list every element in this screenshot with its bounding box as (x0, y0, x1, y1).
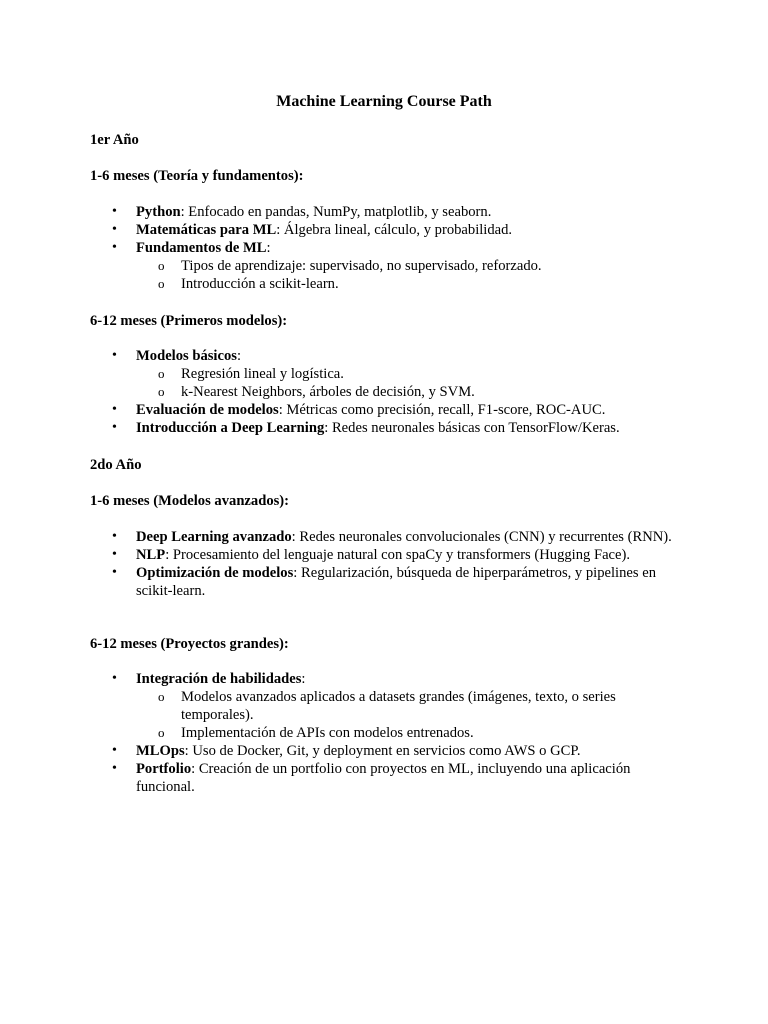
bullet-marker: • (112, 671, 117, 686)
list-item (90, 419, 690, 437)
item-term: Integración de habilidades (136, 671, 302, 687)
item-term: Evaluación de modelos (136, 402, 279, 418)
sub-bullet-marker: o (158, 689, 165, 704)
bullet-marker: • (112, 240, 117, 255)
sub-item-text: Modelos avanzados aplicados a datasets grandes (imágenes, texto, o series temporales). (181, 689, 616, 723)
item-description: : Redes neuronales básicas con TensorFlow/Keras. (324, 420, 620, 436)
item-description: : (236, 348, 242, 364)
year2-section2-heading: 6-12 meses (Proyectos grandes): (90, 636, 289, 652)
sub-list-item (136, 257, 690, 275)
bullet-marker: • (112, 565, 117, 580)
item-term: MLOps (136, 743, 185, 759)
sub-list-item (136, 383, 690, 401)
sub-list-item (136, 365, 690, 383)
list-item (90, 203, 690, 221)
list-item (90, 546, 690, 564)
item-description: : (266, 240, 271, 256)
list-item (90, 239, 690, 293)
year2-heading: 2do Año (90, 457, 142, 473)
bullet-marker: • (112, 761, 117, 776)
item-description: : Álgebra lineal, cálculo, y probabilidad. (276, 222, 513, 238)
item-term: Deep Learning avanzado (136, 529, 292, 545)
sub-list-item (136, 275, 690, 293)
sub-list-item (136, 688, 690, 724)
sub-list-item (136, 724, 690, 742)
item-term: Matemáticas para ML (136, 222, 277, 238)
item-term: Optimización de modelos (136, 565, 294, 581)
item-description: : Procesamiento del lenguaje natural con spaCy y transformers (Hugging Face). (165, 547, 631, 563)
item-term: Fundamentos de ML (136, 240, 267, 256)
list-item (90, 670, 690, 742)
bullet-marker: • (112, 222, 117, 237)
item-term: NLP (136, 547, 166, 563)
item-description: : Redes neuronales convolucionales (CNN) y recurrentes (RNN). (291, 529, 672, 545)
sub-bullet-marker: o (158, 366, 165, 381)
year1-section1-list (90, 203, 690, 293)
year1-section2-list (90, 347, 690, 437)
item-term: Python (136, 204, 181, 220)
sub-item-text: Implementación de APIs con modelos entrenados. (181, 725, 474, 741)
year2-section1-heading: 1-6 meses (Modelos avanzados): (90, 493, 290, 509)
list-item (90, 221, 690, 239)
bullet-marker: • (112, 204, 117, 219)
list-item (90, 528, 690, 546)
year2-section1-list (90, 528, 690, 600)
list-item (90, 760, 690, 796)
year1-section2-heading: 6-12 meses (Primeros modelos): (90, 313, 288, 329)
sub-bullet-marker: o (158, 725, 165, 740)
sub-item-text: Introducción a scikit-learn. (181, 276, 339, 292)
item-term: Portfolio (136, 761, 192, 777)
bullet-marker: • (112, 348, 117, 363)
sub-list (136, 365, 690, 401)
year2-section2-list (90, 670, 690, 796)
item-description: : (301, 671, 306, 687)
list-item (90, 564, 690, 600)
list-item (90, 401, 690, 419)
bullet-marker: • (112, 420, 117, 435)
bullet-marker: • (112, 529, 117, 544)
sub-bullet-marker: o (158, 276, 165, 291)
bullet-marker: • (112, 743, 117, 758)
bullet-list (90, 670, 690, 796)
bullet-marker: • (112, 547, 117, 562)
item-description: : Enfocado en pandas, NumPy, matplotlib, y seaborn. (180, 204, 492, 220)
item-description: : Creación de un portfolio con proyectos en ML, incluyendo una aplicación funcional. (136, 761, 631, 795)
sub-list (136, 257, 690, 293)
item-description: : Uso de Docker, Git, y deployment en servicios como AWS o GCP. (184, 743, 581, 759)
list-item (90, 347, 690, 401)
list-item (90, 742, 690, 760)
sub-item-text: k-Nearest Neighbors, árboles de decisión, y SVM. (181, 384, 475, 400)
sub-bullet-marker: o (158, 384, 165, 399)
bullet-list (90, 203, 690, 293)
year1-heading: 1er Año (90, 132, 139, 148)
item-term: Modelos básicos (136, 348, 237, 364)
page-title: Machine Learning Course Path (276, 93, 492, 110)
bullet-list (90, 347, 690, 437)
year1-section1-heading: 1-6 meses (Teoría y fundamentos): (90, 168, 304, 184)
sub-bullet-marker: o (158, 258, 165, 273)
item-description: : Métricas como precisión, recall, F1-score, ROC-AUC. (278, 402, 606, 418)
bullet-list (90, 528, 690, 600)
sub-item-text: Regresión lineal y logística. (181, 366, 344, 382)
item-description: : Regularización, búsqueda de hiperparámetros, y pipelines en scikit-learn. (136, 565, 656, 599)
sub-item-text: Tipos de aprendizaje: supervisado, no supervisado, reforzado. (181, 258, 542, 274)
bullet-marker: • (112, 402, 117, 417)
item-term: Introducción a Deep Learning (136, 420, 325, 436)
sub-list (136, 688, 690, 742)
